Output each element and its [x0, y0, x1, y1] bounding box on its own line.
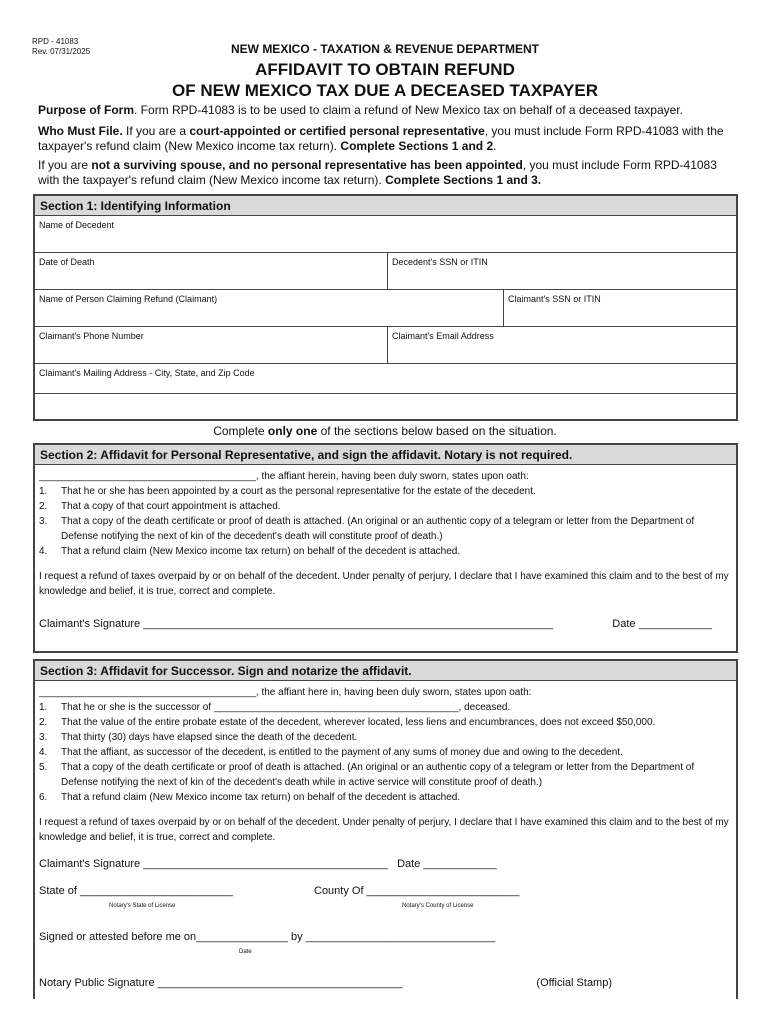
note-pre: Complete — [213, 424, 268, 438]
section-2-signature-row — [39, 617, 732, 632]
department-name: NEW MEXICO - TAXATION & REVENUE DEPARTMENT — [230, 42, 539, 56]
section-3-item — [39, 700, 732, 715]
title-line-2: OF NEW MEXICO TAX DUE A DECEASED TAXPAYER — [172, 81, 598, 100]
item-number: 6. — [39, 792, 48, 803]
not-surviving-spouse-paragraph — [38, 158, 738, 188]
section-3-body — [35, 681, 736, 997]
claimant-ssn-field[interactable]: Claimant's SSN or ITIN — [503, 290, 736, 326]
date-line[interactable]: Date ____________ — [397, 858, 497, 870]
claimant-address-field[interactable]: Claimant's Mailing Address - City, State, and Zip Code — [39, 368, 255, 378]
signed-before-line[interactable]: Signed or attested before me on_______________ by _______________________________ — [39, 931, 496, 943]
section-2-item — [39, 514, 732, 544]
claimant-phone-field[interactable]: Claimant's Phone Number — [39, 331, 144, 341]
section-1-heading: Section 1: Identifying Information — [35, 196, 736, 216]
section-3-heading: Section 3: Affidavit for Successor. Sign and notarize the affidavit. — [35, 661, 736, 681]
section-1-identifying-information — [33, 194, 738, 421]
section-2-heading: Section 2: Affidavit for Personal Representative, and sign the affidavit. Notary is not required. — [35, 445, 736, 465]
claimant-address-line-2[interactable] — [35, 394, 736, 411]
section-3-item — [39, 790, 732, 805]
section-3-declaration: I request a refund of taxes overpaid by or on behalf of the decedent. Under penalty of perjury, I declare that I have examined this claim and to the best of my knowledge and belief, it is true, correct and complete. — [39, 817, 729, 843]
item-text: That the affiant, as successor of the decedent, is entitled to the payment of any sums of money due and owing to the decedent. — [61, 747, 623, 758]
name-of-decedent-field[interactable]: Name of Decedent — [39, 220, 115, 230]
state-caption: Notary's State of License — [109, 903, 176, 909]
item-text: That thirty (30) days have elapsed since the death of the decedent. — [61, 732, 358, 743]
note-bold: only one — [267, 424, 318, 438]
item-text: That he or she is the successor of ____________________________________________, deceased. — [61, 702, 511, 713]
item-text: That the value of the entire probate estate of the decedent, wherever located, less liens and encumbrances, does not exceed $50,000. — [61, 717, 656, 728]
purpose-paragraph — [38, 103, 738, 118]
if-bold-2: Complete Sections 1 and 3. — [385, 173, 542, 187]
section-2-item — [39, 484, 732, 499]
claimant-signature-line[interactable]: Claimant's Signature ________________________________________ — [39, 858, 388, 870]
if-text-1: If you are — [38, 158, 92, 172]
section-3-item — [39, 745, 732, 760]
who-label: Who Must File. — [38, 124, 123, 138]
section-3-signature-row — [39, 857, 732, 872]
if-text-2: , you must include Form RPD-41083 with the taxpayer's refund claim (New Mexico income tax return). — [38, 158, 717, 187]
item-number: 4. — [39, 747, 48, 758]
title-line-1: AFFIDAVIT TO OBTAIN REFUND — [255, 60, 515, 79]
section-2-affiant-line[interactable]: _______________________________________, the affiant herein, having been duly sworn, states upon oath: — [39, 471, 529, 482]
signed-before-row — [39, 930, 732, 960]
date-caption: Date — [239, 949, 252, 955]
claimant-signature-line[interactable]: Claimant's Signature ___________________________________________________________________ — [39, 618, 554, 630]
notary-signature-line[interactable]: Notary Public Signature ________________________________________ — [39, 977, 403, 989]
if-bold-1: not a surviving spouse, and no personal representative has been appointed — [91, 158, 523, 172]
official-stamp-label: (Official Stamp) — [536, 977, 612, 989]
item-text: That a copy of the death certificate or proof of death is attached. (An original or an authentic copy of a telegram or letter from the Department of Defense notifying the next of kin of the decedent's death while in active service will constitute proof of death.) — [61, 762, 695, 788]
county-caption: Notary's County of License — [402, 903, 474, 909]
section-3-item — [39, 730, 732, 745]
date-of-death-field[interactable]: Date of Death — [39, 257, 95, 267]
item-number: 3. — [39, 732, 48, 743]
purpose-text: . Form RPD-41083 is to be used to claim a refund of New Mexico tax on behalf of a deceased taxpayer. — [134, 103, 683, 117]
form-number: RPD - 41083 — [32, 37, 79, 46]
section-2-item — [39, 544, 732, 559]
county-of-block — [314, 884, 520, 914]
item-text: That a refund claim (New Mexico income tax return) on behalf of the decedent is attached. — [61, 792, 461, 803]
item-number: 2. — [39, 717, 48, 728]
form-title — [0, 59, 770, 101]
item-number: 1. — [39, 702, 48, 713]
section-3-affiant-line[interactable]: _______________________________________, the affiant here in, having been duly sworn, states upon oath: — [39, 687, 532, 698]
claimant-email-field[interactable]: Claimant's Email Address — [387, 327, 736, 363]
purpose-label: Purpose of Form — [38, 103, 135, 117]
revision-date: Rev. 07/31/2025 — [32, 47, 91, 56]
item-number: 4. — [39, 546, 48, 557]
section-2-body — [35, 465, 736, 638]
who-text-3: . — [493, 139, 497, 153]
who-text-1: If you are a — [122, 124, 190, 138]
section-3-item — [39, 715, 732, 730]
who-must-file-paragraph — [38, 124, 738, 154]
section-2-item — [39, 499, 732, 514]
note-post: of the sections below based on the situation. — [317, 424, 557, 438]
section-3-item — [39, 760, 732, 790]
item-text: That a copy of the death certificate or proof of death is attached. (An original or an authentic copy of a telegram or letter from the Department of Defense notifying the next of kin of the decedent's death will constitute proof of death.) — [61, 516, 695, 542]
state-of-line[interactable]: State of _________________________ — [39, 885, 233, 897]
notary-location-row — [39, 884, 732, 914]
item-text: That he or she has been appointed by a court as the personal representative for the estate of the decedent. — [61, 486, 536, 497]
county-of-line[interactable]: County Of _________________________ — [314, 885, 520, 897]
date-line[interactable]: Date ____________ — [612, 618, 712, 630]
who-text-2: , you must include Form RPD-41083 with the taxpayer's refund claim (New Mexico income tax return). — [38, 124, 724, 153]
state-of-block — [39, 884, 314, 914]
notary-signature-row — [39, 976, 732, 991]
who-bold-2: Complete Sections 1 and 2 — [340, 139, 494, 153]
item-number: 5. — [39, 762, 48, 773]
item-text: That a refund claim (New Mexico income tax return) on behalf of the decedent is attached. — [61, 546, 461, 557]
item-number: 2. — [39, 501, 48, 512]
section-2-personal-representative — [33, 443, 738, 653]
item-number: 1. — [39, 486, 48, 497]
section-2-declaration: I request a refund of taxes overpaid by or on behalf of the decedent. Under penalty of perjury, I declare that I have examined this claim and to the best of my knowledge and belief, it is true, correct and complete. — [39, 571, 729, 597]
claimant-name-field[interactable]: Name of Person Claiming Refund (Claimant) — [39, 294, 218, 304]
who-bold-1: court-appointed or certified personal representative — [189, 124, 485, 138]
section-3-successor — [33, 659, 738, 999]
item-number: 3. — [39, 516, 48, 527]
item-text: That a copy of that court appointment is attached. — [61, 501, 281, 512]
complete-one-section-note — [0, 424, 770, 438]
decedent-ssn-field[interactable]: Decedent's SSN or ITIN — [387, 253, 736, 289]
